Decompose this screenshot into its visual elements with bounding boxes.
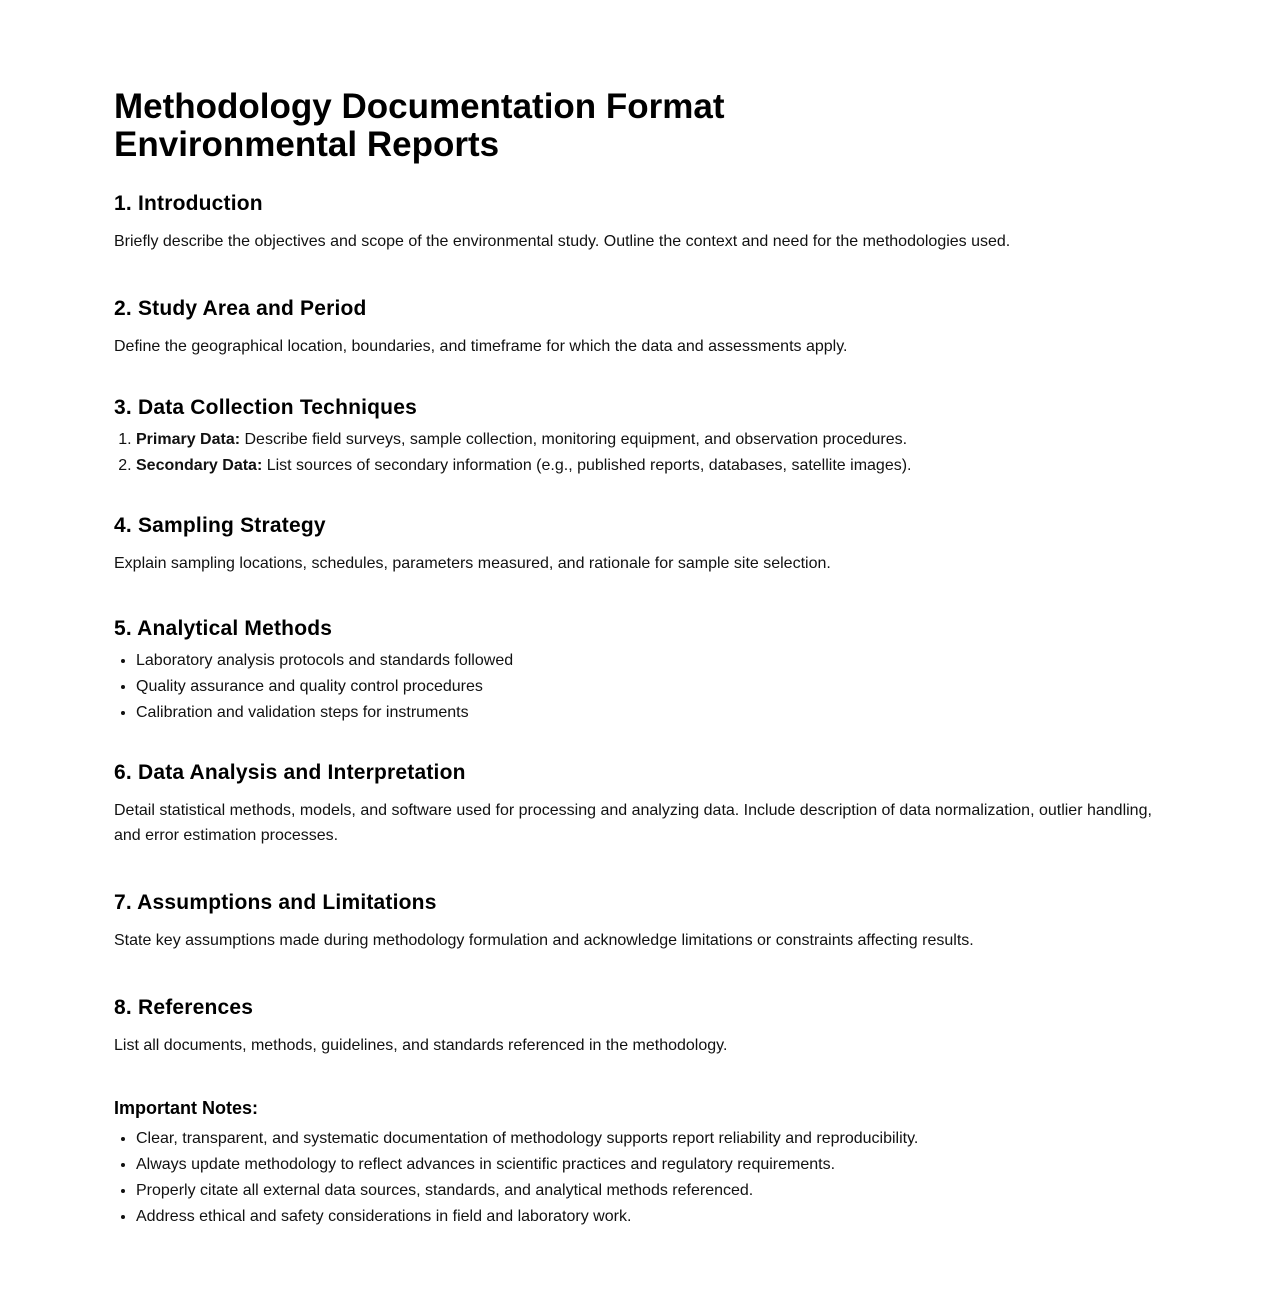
document-title-line-2: Environmental Reports xyxy=(114,125,500,164)
list-item-text: List sources of secondary information (e.g., published reports, databases, satellite images). xyxy=(262,457,912,474)
data-collection-list xyxy=(114,427,1164,479)
analytical-methods-list xyxy=(114,648,1164,726)
section-text: Briefly describe the objectives and scope of the environmental study. Outline the context and need for the methodologies used. xyxy=(114,233,1011,250)
list-item: • Properly citate all external data sources, standards, and analytical methods referenced. xyxy=(136,1178,1164,1204)
section-text: Define the geographical location, boundaries, and timeframe for which the data and assessments apply. xyxy=(114,338,848,355)
section-heading: 7. Assumptions and Limitations xyxy=(114,891,437,914)
section-heading: 5. Analytical Methods xyxy=(114,617,333,640)
section-study-area xyxy=(114,296,1164,359)
section-assumptions xyxy=(114,890,1164,953)
section-analytical-methods xyxy=(114,616,1164,726)
section-heading: 8. References xyxy=(114,996,254,1019)
section-sampling xyxy=(114,513,1164,576)
section-heading: 2. Study Area and Period xyxy=(114,297,367,320)
important-notes-title: Important Notes: xyxy=(114,1098,258,1118)
list-item xyxy=(136,427,1164,453)
section-heading: 4. Sampling Strategy xyxy=(114,514,326,537)
section-text: List all documents, methods, guidelines, and standards referenced in the methodology. xyxy=(114,1037,728,1054)
list-item-text: Describe field surveys, sample collection, monitoring equipment, and observation procedures. xyxy=(240,431,908,448)
list-item-label: Secondary Data: xyxy=(136,457,263,474)
section-references xyxy=(114,995,1164,1058)
list-item xyxy=(136,453,1164,479)
section-heading: 1. Introduction xyxy=(114,192,263,215)
important-notes-list xyxy=(114,1126,1164,1230)
section-introduction xyxy=(114,191,1164,254)
document-title-line-1: Methodology Documentation Format xyxy=(114,87,725,126)
list-item-label: Primary Data: xyxy=(136,431,241,448)
section-data-collection xyxy=(114,395,1164,479)
section-heading: 6. Data Analysis and Interpretation xyxy=(114,761,466,784)
list-item: • Calibration and validation steps for instruments xyxy=(136,700,1164,726)
list-item: • Address ethical and safety considerations in field and laboratory work. xyxy=(136,1204,1164,1230)
list-item: • Quality assurance and quality control procedures xyxy=(136,674,1164,700)
document-title xyxy=(114,88,1164,164)
section-text: Detail statistical methods, models, and software used for processing and analyzing data. Include description of data normalization, outlier handling, and error estimation processes. xyxy=(114,802,1152,844)
section-text: Explain sampling locations, schedules, parameters measured, and rationale for sample site selection. xyxy=(114,555,831,572)
section-heading: 3. Data Collection Techniques xyxy=(114,396,417,419)
section-data-analysis xyxy=(114,760,1164,848)
section-text: State key assumptions made during methodology formulation and acknowledge limitations or constraints affecting results. xyxy=(114,932,974,949)
list-item: • Always update methodology to reflect advances in scientific practices and regulatory requirements. xyxy=(136,1152,1164,1178)
list-item: • Clear, transparent, and systematic documentation of methodology supports report reliability and reproducibility. xyxy=(136,1126,1164,1152)
list-item: • Laboratory analysis protocols and standards followed xyxy=(136,648,1164,674)
